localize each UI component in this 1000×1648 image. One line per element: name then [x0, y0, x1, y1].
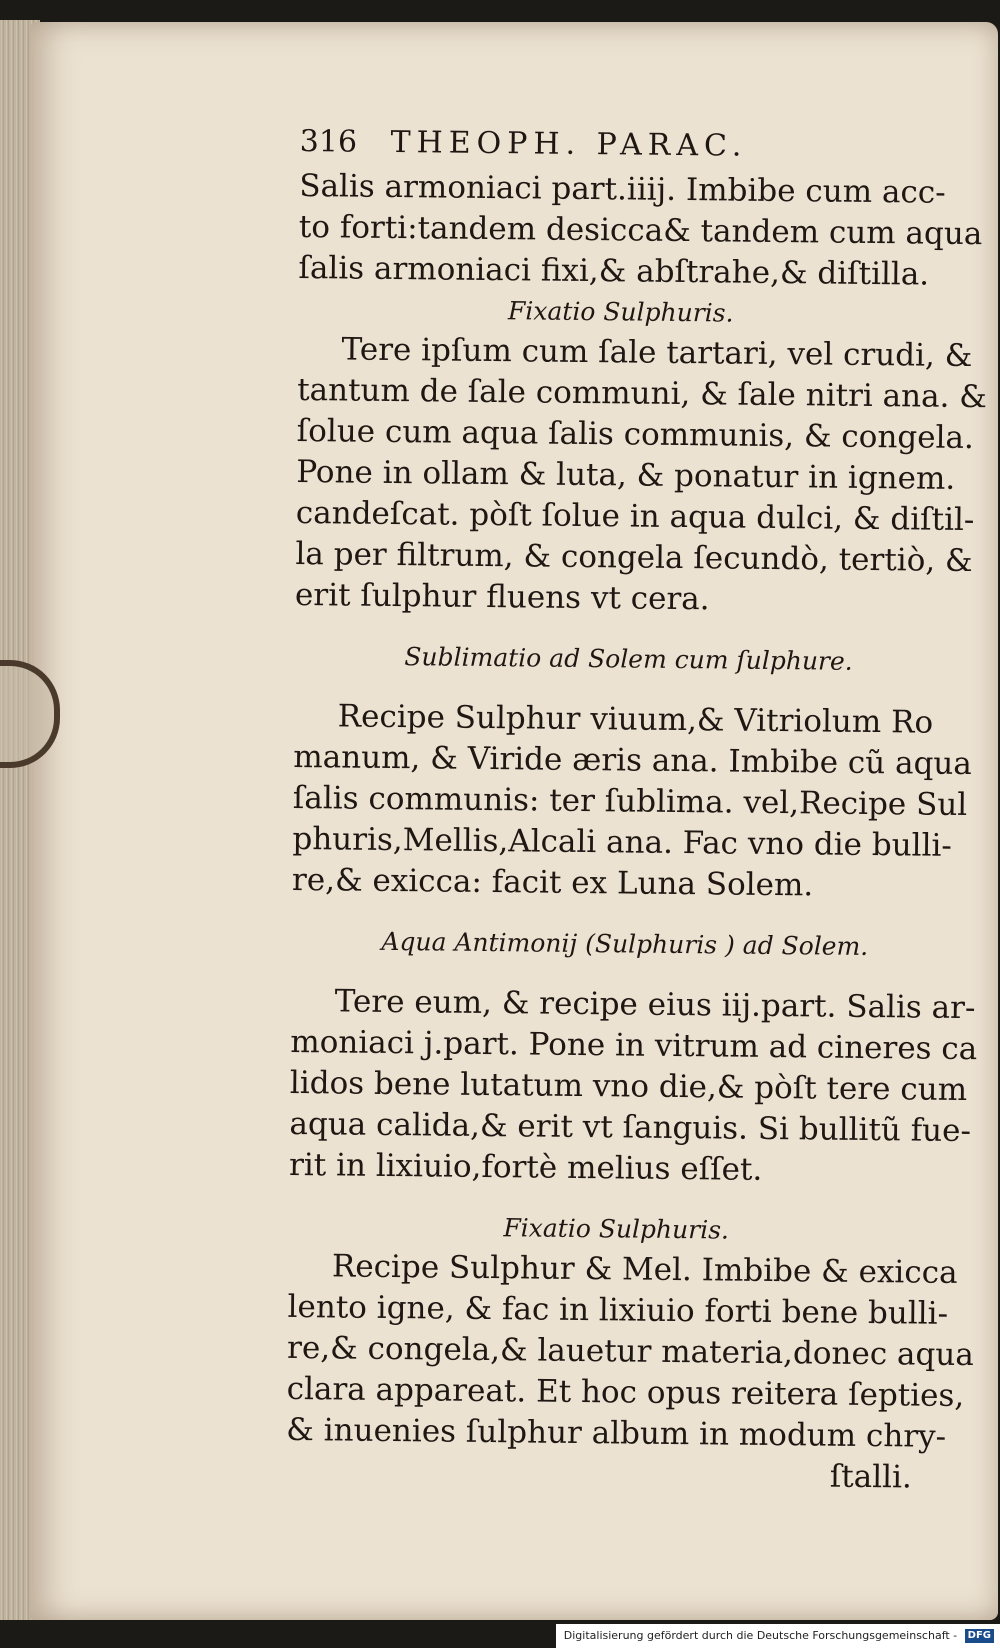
text-line: rit in lixiuio,fortè melius eſſet.	[288, 1146, 763, 1188]
text-line: manum, & Viride æris ana. Imbibe cũ aqua	[293, 738, 973, 783]
running-head	[300, 120, 990, 171]
text-line: la per filtrum, & congela ſecundò, tertiò, &	[295, 535, 973, 580]
text-line: Salis armoniaci part.iiij. Imbibe cum acc-	[299, 167, 946, 211]
text-line: Pone in ollam & luta, & ponatur in ignem.	[296, 453, 956, 497]
section-sublimatio	[292, 636, 985, 908]
text-line: to forti:tandem desicca& tandem cum aqua	[298, 208, 983, 253]
footer-text: Digitalisierung gefördert durch die Deutsche Forschungsgemeinschaft -	[563, 1629, 958, 1642]
section-heading: Fixatio Sulphuris.	[503, 1213, 730, 1245]
text-line: Recipe Sulphur viuum,& Vitriolum Ro	[337, 698, 934, 741]
text-line: clara appareat. Et hoc opus reitera ſepties,	[286, 1370, 965, 1415]
text-line: Tere eum, & recipe eius iij.part. Salis ar-	[334, 983, 976, 1027]
text-line: re,& exicca: facit ex Luna Solem.	[291, 861, 814, 904]
text-line: & inuenies ſulphur album in modum chry-	[286, 1411, 947, 1455]
text-line: erit ſulphur fluens vt cera.	[294, 576, 710, 618]
text-line: re,& congela,& lauetur materia,donec aqua	[286, 1329, 975, 1374]
text-block	[286, 120, 990, 1499]
text-line: tantum de ſale communi, & ſale nitri ana. &	[296, 371, 988, 416]
text-line: moniaci j.part. Pone in vitrum ad cineres ca	[290, 1023, 978, 1068]
text-line: lidos bene lutatum vno die,& pòſt tere cum	[289, 1064, 968, 1109]
text-line: Tere ipſum cum ſale tartari, vel crudi, &	[341, 331, 973, 375]
section-heading: Fixatio Sulphuris.	[507, 296, 734, 328]
dfg-logo: DFG	[965, 1629, 994, 1643]
book-page	[30, 22, 998, 1620]
text-line: aqua calida,& erit vt ſanguis. Si bullitũ fue-	[289, 1105, 972, 1150]
text-line: candeſcat. pòſt ſolue in aqua dulci, & diſtil-	[295, 494, 975, 539]
text-line: lento igne, & fac in lixiuio forti bene bulli-	[287, 1288, 949, 1332]
section-fixatio-sulphuris-1	[295, 289, 988, 623]
text-line: Recipe Sulphur & Mel. Imbibe & exicca	[331, 1248, 958, 1291]
text-line: phuris,Mellis,Alcali ana. Fac vno die bulli-	[292, 820, 953, 864]
folio-number: 316	[299, 123, 358, 160]
section-heading: Aqua Antimonij (Sulphuris ) ad Solem.	[381, 926, 869, 961]
text-line: ſalis communis: ter ſublima. vel,Recipe Sul	[292, 779, 968, 824]
text-line: ſtalli.	[829, 1458, 913, 1496]
section-aqua-antimonii	[289, 921, 982, 1193]
section-fixatio-sulphuris-2	[286, 1206, 979, 1499]
text-line: ſolue cum aqua ſalis communis, & congela.	[296, 412, 975, 457]
text-line: ſalis armoniaci fixi,& abſtrahe,& diſtilla.	[298, 249, 930, 293]
section-heading: Sublimatio ad Solem cum ſulphure.	[404, 642, 853, 676]
running-title: THEOPH. PARAC.	[390, 124, 748, 164]
section-intro	[298, 166, 989, 296]
digitization-footer	[556, 1624, 1000, 1648]
